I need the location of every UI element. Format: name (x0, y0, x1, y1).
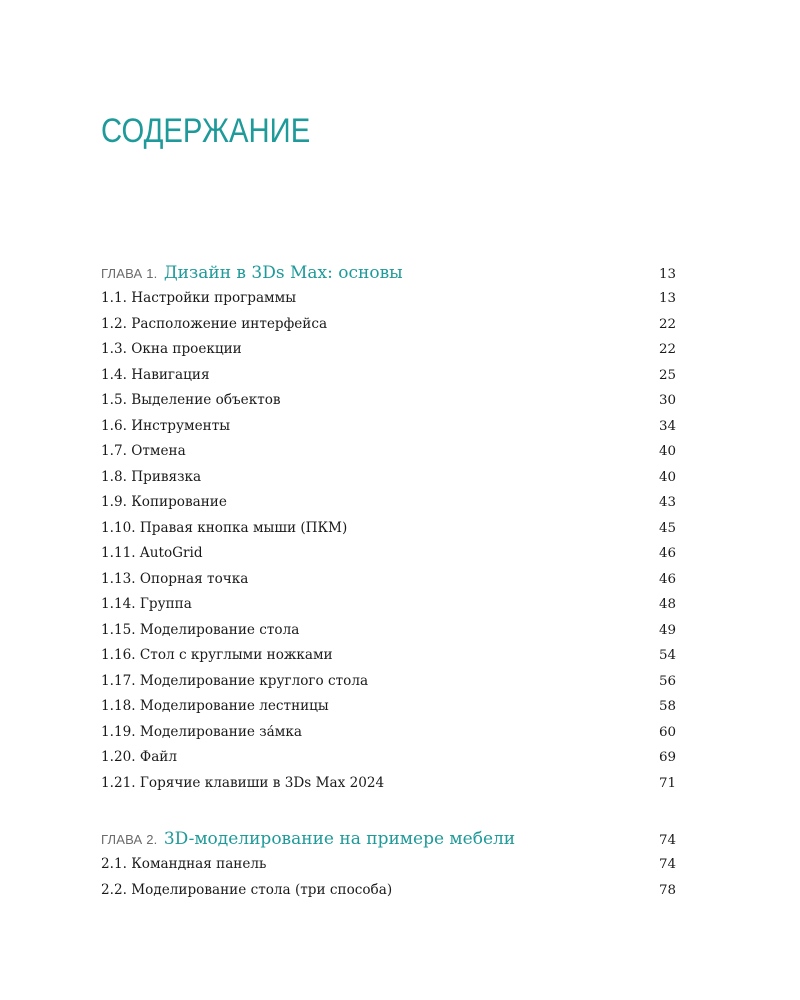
toc-item-title: 1.16. Стол с круглыми ножками (101, 647, 333, 663)
toc-item[interactable] (101, 745, 676, 771)
toc-item-title: 1.2. Расположение интерфейса (101, 315, 328, 332)
toc-item-title: 1.1. Настройки программы (101, 290, 297, 306)
toc-item-title: 1.5. Выделение объектов (101, 392, 281, 408)
toc-item-page: 74 (658, 857, 676, 872)
toc-item[interactable] (101, 592, 676, 618)
toc-item[interactable] (101, 516, 676, 542)
toc-item[interactable] (101, 286, 676, 312)
toc-item[interactable] (101, 852, 676, 878)
page-title: СОДЕРЖАНИЕ (101, 112, 311, 150)
chapter-heading-label (101, 826, 515, 853)
toc-item-page: 60 (658, 724, 676, 740)
toc-item-page: 49 (658, 622, 676, 638)
toc-item-page: 58 (658, 699, 676, 714)
toc-item-title: 1.15. Моделирование стола (101, 621, 300, 638)
toc-item[interactable] (101, 414, 676, 440)
toc-item-title: 1.11. AutoGrid (101, 545, 203, 561)
toc-item-page: 25 (658, 367, 676, 383)
chapter-prefix: ГЛАВА 2. (101, 832, 158, 847)
toc-item-page: 54 (658, 648, 676, 663)
toc-chapter-2 (101, 826, 676, 903)
toc-item-title: 1.4. Навигация (101, 366, 210, 383)
toc-item-page: 40 (658, 469, 676, 485)
toc-item-page: 40 (658, 444, 676, 459)
toc-item[interactable] (101, 720, 676, 746)
toc-item-title: 2.2. Моделирование стола (три способа) (101, 881, 393, 898)
toc-item-page: 45 (658, 520, 676, 536)
chapter-prefix: ГЛАВА 1. (101, 266, 158, 281)
toc-item-page: 46 (658, 571, 676, 587)
toc-item[interactable] (101, 312, 676, 338)
toc-item-title: 1.13. Опорная точка (101, 570, 249, 587)
toc-item-title: 1.8. Привязка (101, 468, 202, 485)
toc-item-page: 30 (658, 393, 676, 408)
toc-item-title: 1.6. Инструменты (101, 417, 231, 434)
toc-item-title: 1.21. Горячие клавиши в 3Ds Max 2024 (101, 774, 385, 791)
toc-item[interactable] (101, 439, 676, 465)
chapter-heading[interactable] (101, 260, 676, 286)
toc-item[interactable] (101, 771, 676, 797)
toc-item[interactable] (101, 541, 676, 567)
toc-item-page: 56 (658, 673, 676, 689)
toc-item[interactable] (101, 618, 676, 644)
toc-item-page: 78 (658, 882, 676, 898)
toc-item-title: 1.3. Окна проекции (101, 341, 242, 357)
toc-item[interactable] (101, 363, 676, 389)
toc-item-page: 46 (658, 546, 676, 561)
toc-item-page: 43 (658, 495, 676, 510)
toc-item-title: 1.19. Моделирование за́мка (101, 723, 302, 740)
toc-item[interactable] (101, 337, 676, 363)
toc-item[interactable] (101, 669, 676, 695)
chapter-heading[interactable] (101, 826, 676, 852)
toc-item-title: 1.17. Моделирование круглого стола (101, 672, 369, 689)
toc-item-title: 1.10. Правая кнопка мыши (ПКМ) (101, 519, 348, 536)
chapter-heading-label (101, 260, 403, 287)
chapter-page-number: 13 (658, 267, 676, 282)
chapter-page-number: 74 (658, 833, 676, 848)
toc-item-page: 69 (658, 750, 676, 765)
toc-item[interactable] (101, 878, 676, 904)
toc-item-title: 1.20. Файл (101, 749, 177, 765)
toc-item-title: 1.14. Группа (101, 596, 192, 612)
toc-item-page: 71 (658, 775, 676, 791)
chapter-title: Дизайн в 3Ds Max: основы (163, 263, 403, 283)
chapter-title: 3D-моделирование на примере мебели (163, 829, 516, 849)
toc-chapter-1 (101, 260, 676, 796)
toc-item-title: 1.9. Копирование (101, 494, 227, 510)
toc-item[interactable] (101, 643, 676, 669)
toc-item-title: 1.7. Отмена (101, 443, 186, 459)
toc-item-page: 48 (658, 597, 676, 612)
toc-item[interactable] (101, 465, 676, 491)
toc-item-page: 13 (658, 291, 676, 306)
toc-item-page: 22 (658, 342, 676, 357)
toc-item-title: 1.18. Моделирование лестницы (101, 698, 329, 714)
toc-item[interactable] (101, 694, 676, 720)
toc-item-page: 34 (658, 418, 676, 434)
toc-item[interactable] (101, 490, 676, 516)
toc-item-title: 2.1. Командная панель (101, 856, 267, 872)
toc-item[interactable] (101, 567, 676, 593)
toc-item[interactable] (101, 388, 676, 414)
toc-item-page: 22 (658, 316, 676, 332)
